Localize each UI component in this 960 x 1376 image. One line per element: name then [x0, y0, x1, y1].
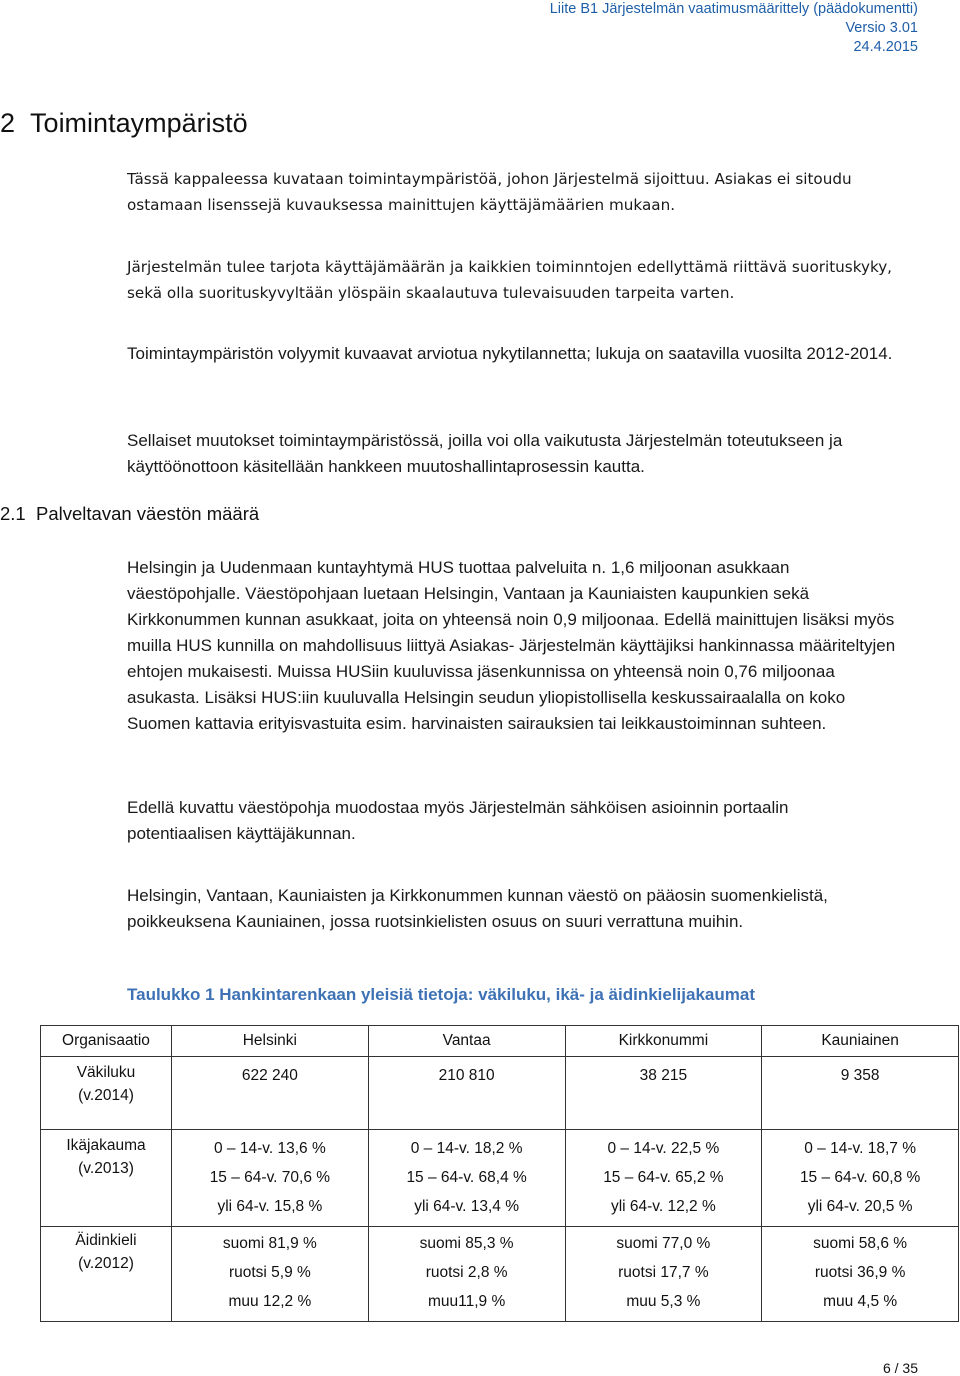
cell-line: ruotsi 36,9 % [814, 1264, 906, 1281]
subsection-number: 2.1 [0, 503, 26, 524]
table-cell [172, 1227, 369, 1322]
table-cell [565, 1057, 762, 1130]
subsection-title: Palveltavan väestön määrä [36, 503, 260, 524]
table-header-cell: Vantaa [368, 1026, 565, 1057]
table-row [41, 1130, 959, 1227]
table-cell [762, 1130, 959, 1227]
paragraph-changes: Sellaiset muutokset toimintaympäristössä, joilla voi olla vaikutusta Järjestelmän toteutukseen ja käyttöönottoon käsitellään hankkeen muutoshallintaprosessin kautta. [127, 431, 843, 476]
statistics-table [40, 1025, 959, 1322]
cell-line: suomi 85,3 % [419, 1235, 514, 1252]
header-title: Liite B1 Järjestelmän vaatimusmäärittely (päädokumentti) [549, 1, 918, 17]
cell-line: muu 4,5 % [823, 1293, 898, 1310]
cell-line: 15 – 64-v. 65,2 % [603, 1169, 724, 1186]
row-label-line: (v.2012) [78, 1255, 134, 1272]
cell-line: suomi 58,6 % [813, 1235, 908, 1252]
cell-line: yli 64-v. 20,5 % [807, 1198, 913, 1215]
table-row [41, 1057, 959, 1130]
paragraph-intro: Tässä kappaleessa kuvataan toimintaympäristöä, johon Järjestelmä sijoittuu. Asiakas ei sitoudu ostamaan lisenssejä kuvauksessa mainittujen käyttäjämäärien mukaan. [127, 170, 852, 214]
cell-line: 0 – 14-v. 22,5 % [607, 1140, 720, 1157]
cell-line: yli 64-v. 12,2 % [610, 1198, 716, 1215]
table-header-cell: Helsinki [172, 1026, 369, 1057]
section-title: Toimintaympäristö [30, 108, 248, 138]
table-cell [368, 1130, 565, 1227]
cell-line: 622 240 [241, 1067, 298, 1084]
row-label [41, 1057, 172, 1130]
cell-line: ruotsi 5,9 % [228, 1264, 311, 1281]
page-number: 6 / 35 [882, 1360, 918, 1376]
table-cell [172, 1057, 369, 1130]
cell-line: 15 – 64-v. 70,6 % [209, 1169, 331, 1186]
paragraph-population: Helsingin ja Uudenmaan kuntayhtymä HUS tuottaa palveluita n. 1,6 miljoonan asukkaan väestöpohjalle. Väestöpohjaan luetaan Helsingin, Vantaan ja Kauniaisten kaupunkien sekä Kirkkonummen kunnan asukkaat, joita on yhteensä noin 0,9 miljoonaa. Edellä mainittujen lisäksi myös muilla HUS kunnilla on mahdollisuus liittyä Asiakas- Järjestelmän käyttäjiksi hankinnassa määriteltyjen ehtojen mukaisesti. Muissa HUSiin kuuluvissa jäsenkunnissa on yhteensä noin 0,76 miljoonaa asukasta. Lisäksi HUS:iin kuuluvalla Helsingin seudun yliopistollisella keskussairaalalla on koko Suomen kattavia erityisvastuita esim. harvinaisten sairauksien tai leikkaustoiminnan suhteen. [127, 558, 896, 733]
row-label-line: Äidinkieli [75, 1232, 137, 1249]
table-header-cell: Organisaatio [41, 1026, 172, 1057]
row-label-line: (v.2013) [78, 1160, 134, 1177]
paragraph-volumes: Toimintaympäristön volyymit kuvaavat arviotua nykytilannetta; lukuja on saatavilla vuosilta 2012-2014. [127, 344, 893, 363]
row-label-line: Ikäjakauma [66, 1137, 146, 1154]
header-version: Versio 3.01 [845, 20, 918, 36]
section-number: 2 [0, 108, 16, 138]
cell-line: ruotsi 2,8 % [425, 1264, 508, 1281]
cell-line: 0 – 14-v. 13,6 % [214, 1140, 326, 1157]
cell-line: suomi 77,0 % [616, 1235, 711, 1252]
table-cell [565, 1227, 762, 1322]
table-row [41, 1227, 959, 1322]
table-cell [368, 1227, 565, 1322]
table-cell [762, 1057, 959, 1130]
cell-line: yli 64-v. 15,8 % [217, 1198, 323, 1215]
cell-line: 38 215 [639, 1067, 688, 1084]
cell-line: 0 – 14-v. 18,7 % [804, 1140, 916, 1157]
table-header-cell: Kauniainen [762, 1026, 959, 1057]
cell-line: ruotsi 17,7 % [618, 1264, 709, 1281]
cell-line: 15 – 64-v. 68,4 % [406, 1169, 527, 1186]
table-cell [565, 1130, 762, 1227]
document-header [550, 0, 918, 57]
cell-line: 210 810 [438, 1067, 495, 1084]
table-caption: Taulukko 1 Hankintarenkaan yleisiä tietoja: väkiluku, ikä- ja äidinkielijakaumat [127, 985, 755, 1004]
cell-line: 9 358 [840, 1067, 880, 1084]
cell-line: yli 64-v. 13,4 % [414, 1198, 520, 1215]
table-header-cell: Kirkkonummi [565, 1026, 762, 1057]
table-header-row [41, 1026, 959, 1057]
row-label-line: (v.2014) [78, 1087, 134, 1104]
cell-line: muu11,9 % [427, 1293, 506, 1310]
table-cell [762, 1227, 959, 1322]
paragraph-language: Helsingin, Vantaan, Kauniaisten ja Kirkkonummen kunnan väestö on pääosin suomenkielistä, poikkeuksena Kauniainen, jossa ruotsinkielisten osuus on suuri verrattuna muihin. [127, 886, 828, 931]
cell-line: muu 12,2 % [228, 1293, 312, 1310]
header-date: 24.4.2015 [853, 39, 918, 55]
cell-line: 15 – 64-v. 60,8 % [799, 1169, 921, 1186]
cell-line: suomi 81,9 % [222, 1235, 317, 1252]
row-label [41, 1227, 172, 1322]
section-heading [0, 108, 248, 139]
cell-line: muu 5,3 % [626, 1293, 701, 1310]
table-cell [172, 1130, 369, 1227]
subsection-heading [0, 503, 259, 525]
paragraph-performance: Järjestelmän tulee tarjota käyttäjämäärän ja kaikkien toiminntojen edellyttämä riittävä suorituskyky, sekä olla suorituskyvyltään ylöspäin skaalautuva tulevaisuuden tarpeita varten. [127, 258, 893, 302]
paragraph-portal: Edellä kuvattu väestöpohja muodostaa myös Järjestelmän sähköisen asioinnin portaalin potentiaalisen käyttäjäkunnan. [127, 798, 789, 843]
row-label-line: Väkiluku [76, 1064, 136, 1081]
cell-line: 0 – 14-v. 18,2 % [410, 1140, 523, 1157]
table-cell [368, 1057, 565, 1130]
row-label [41, 1130, 172, 1227]
